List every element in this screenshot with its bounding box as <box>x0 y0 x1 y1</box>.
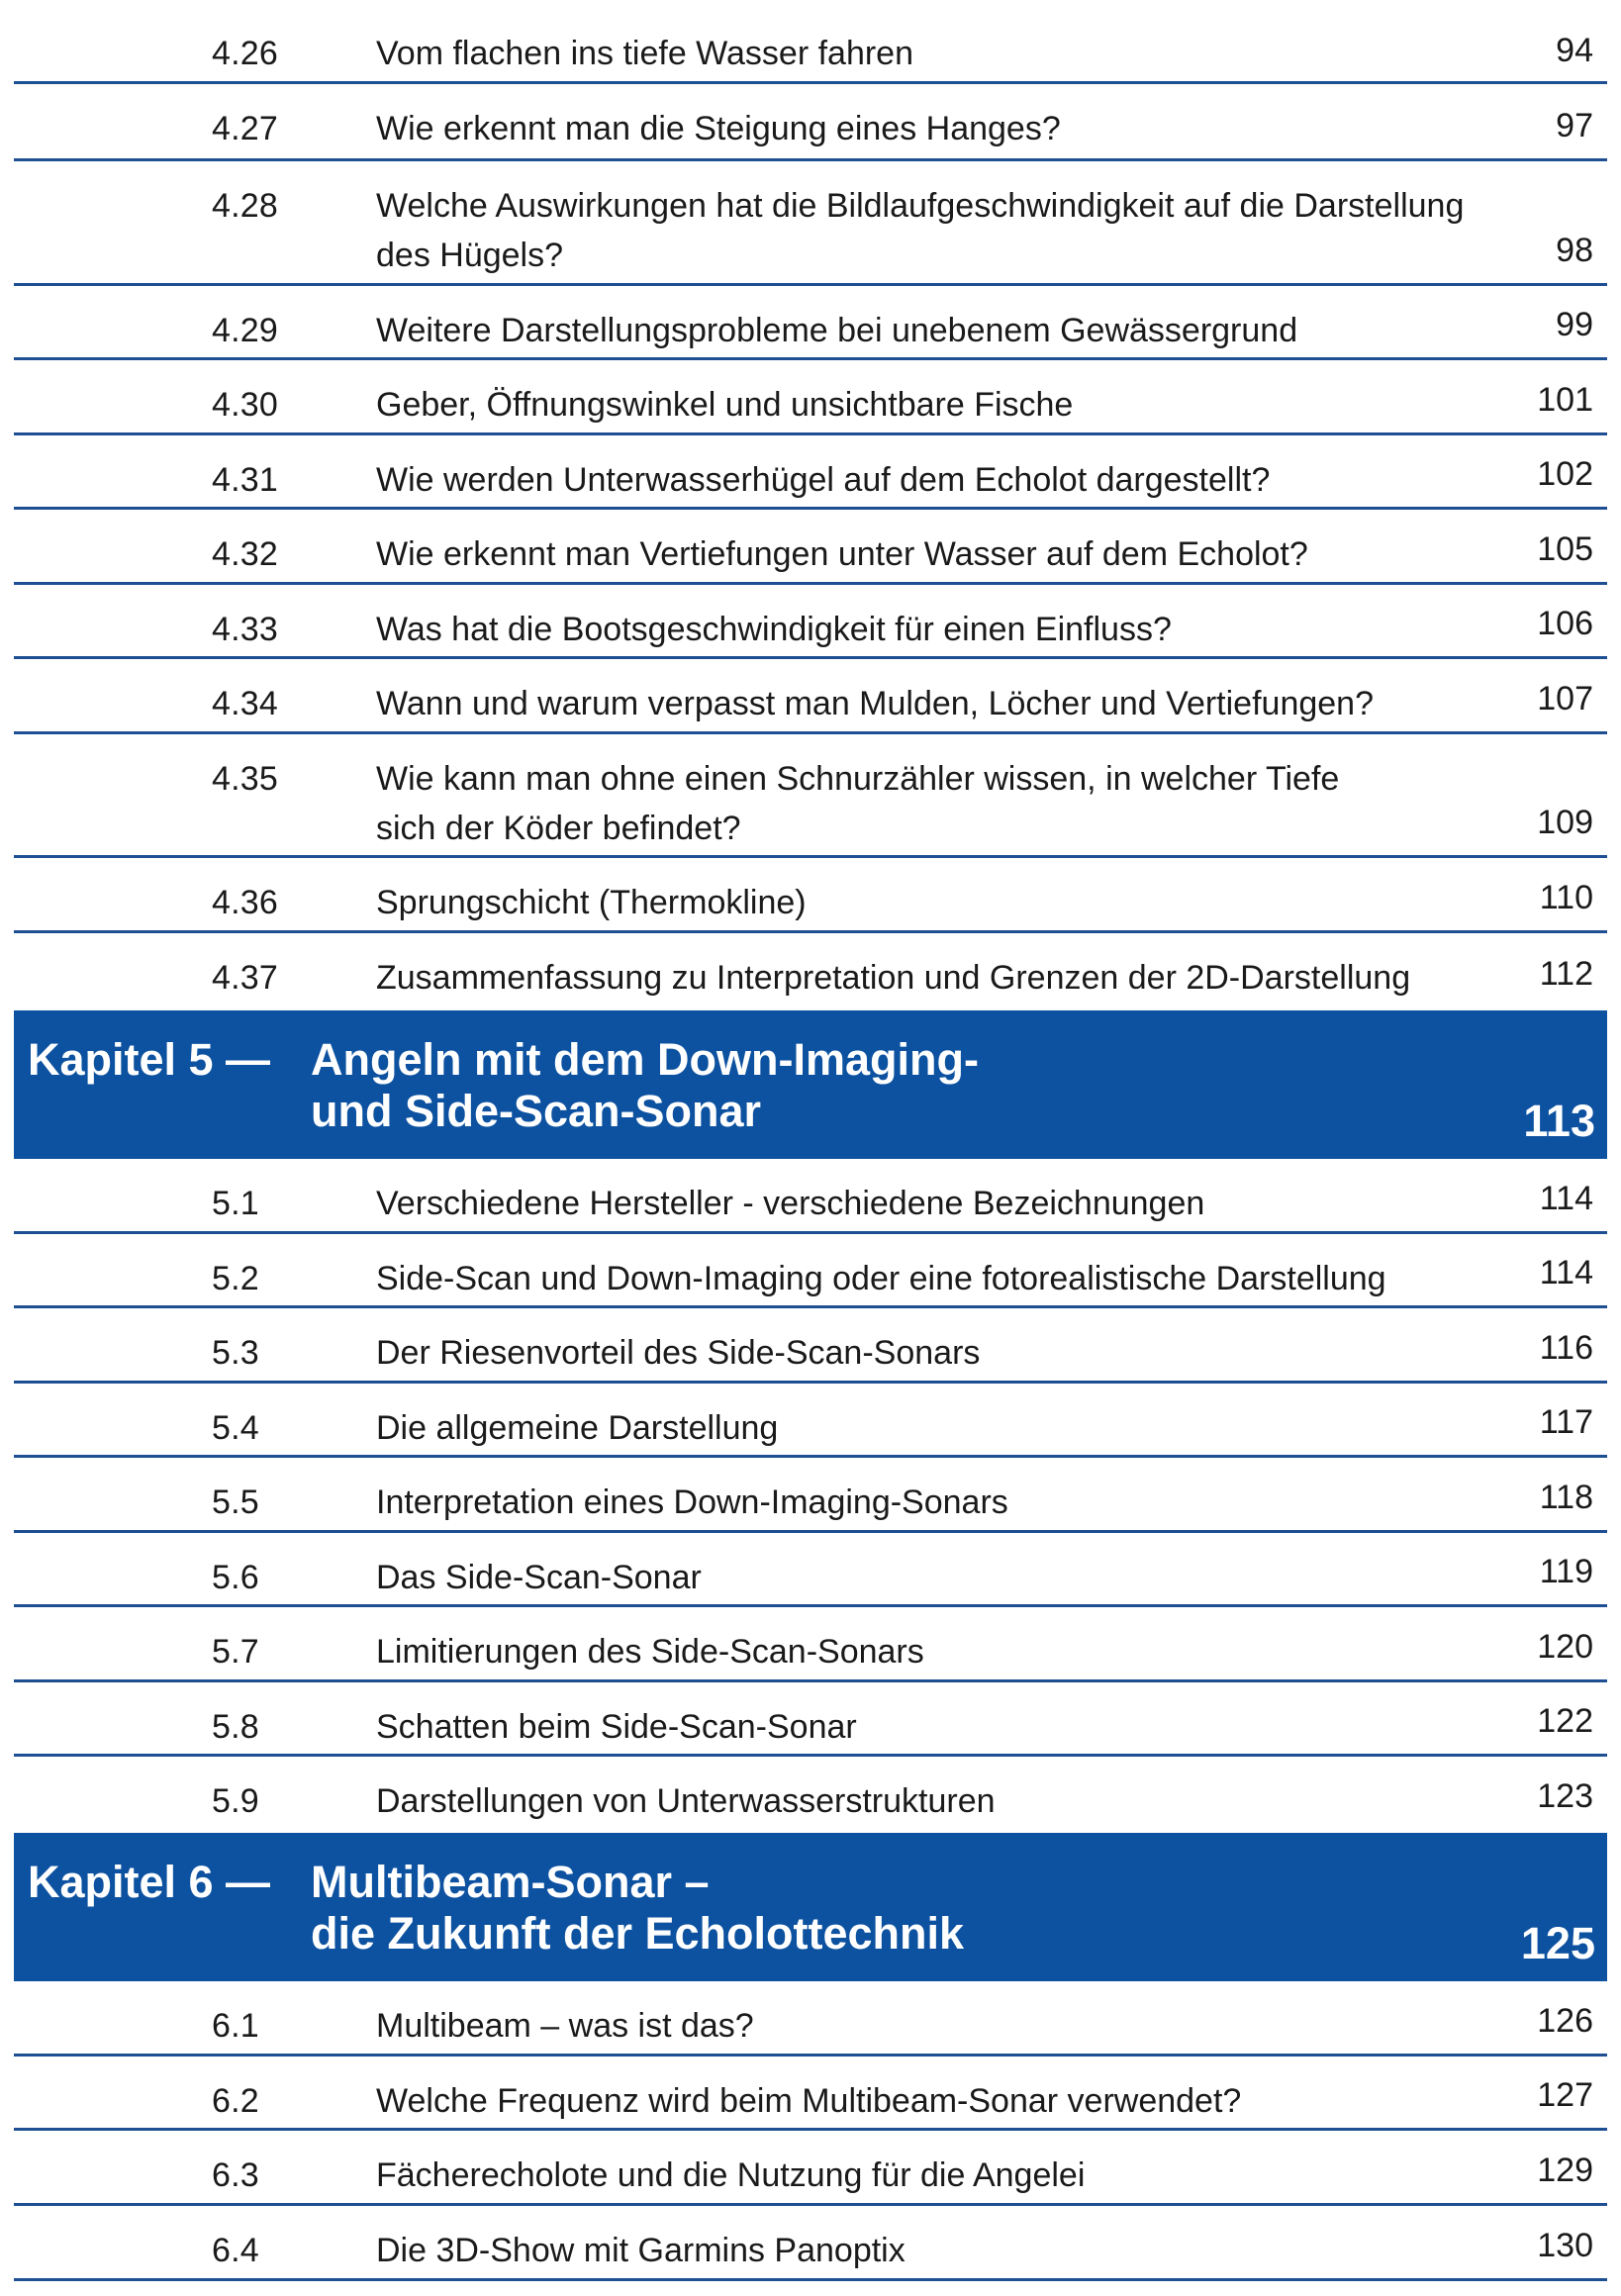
section-title: Die 3D-Show mit Garmins Panoptix <box>376 2232 906 2269</box>
section-number: 5.6 <box>212 1559 259 1596</box>
chapter-label: Kapitel 5 — <box>28 1034 271 1085</box>
section-title: Side-Scan und Down-Imaging oder eine fotorealistische Darstellung <box>376 1260 1386 1297</box>
chapter-heading[interactable] <box>14 1833 1607 1981</box>
toc-entry[interactable] <box>14 2057 1607 2131</box>
table-of-contents <box>14 17 1607 2281</box>
section-number: 5.3 <box>212 1334 259 1372</box>
page-number: 101 <box>1537 381 1593 419</box>
page-number: 116 <box>1539 1329 1593 1367</box>
toc-entry[interactable] <box>14 585 1607 659</box>
toc-entry[interactable] <box>14 17 1607 84</box>
chapter-page-number: 125 <box>1520 1918 1595 1968</box>
page-number: 114 <box>1539 1254 1593 1292</box>
section-number: 4.29 <box>212 312 278 349</box>
section-title: Verschiedene Hersteller - verschiedene Bezeichnungen <box>376 1185 1205 1222</box>
page-number: 130 <box>1537 2227 1593 2264</box>
toc-entry[interactable] <box>14 1159 1607 1234</box>
section-number: 5.2 <box>212 1260 259 1297</box>
page-number: 122 <box>1537 1702 1593 1740</box>
section-title: Limitierungen des Side-Scan-Sonars <box>376 1633 924 1671</box>
section-number: 4.31 <box>212 461 278 499</box>
section-number: 4.28 <box>212 187 278 225</box>
toc-entry[interactable] <box>14 2131 1607 2206</box>
page-number: 105 <box>1537 530 1593 568</box>
section-title: Vom flachen ins tiefe Wasser fahren <box>376 35 914 72</box>
section-title: Wann und warum verpasst man Mulden, Löcher und Vertiefungen? <box>376 685 1374 722</box>
section-number: 6.4 <box>212 2232 259 2269</box>
section-number: 4.33 <box>212 611 278 648</box>
page-number: 98 <box>1556 232 1593 269</box>
section-title: Weitere Darstellungsprobleme bei unebenem Gewässergrund <box>376 312 1298 349</box>
page-number: 126 <box>1537 2002 1593 2040</box>
page-number: 109 <box>1537 804 1593 841</box>
page-number: 119 <box>1539 1553 1593 1590</box>
section-number: 6.3 <box>212 2156 259 2194</box>
chapter-title: Angeln mit dem Down-Imaging- und Side-Scan-Sonar <box>311 1034 979 1136</box>
toc-entry[interactable] <box>14 84 1607 161</box>
section-number: 4.35 <box>212 760 278 798</box>
page-number: 112 <box>1539 955 1593 993</box>
page-number: 107 <box>1537 680 1593 718</box>
section-title: Wie erkennt man die Steigung eines Hanges? <box>376 110 1061 147</box>
page-number: 106 <box>1537 605 1593 642</box>
toc-entry[interactable] <box>14 1757 1607 1829</box>
section-title: Interpretation eines Down-Imaging-Sonars <box>376 1483 1008 1521</box>
toc-entry[interactable] <box>14 933 1607 1006</box>
toc-entry[interactable] <box>14 1384 1607 1458</box>
toc-entry[interactable] <box>14 2206 1607 2281</box>
page-number: 102 <box>1537 455 1593 493</box>
section-number: 5.8 <box>212 1708 259 1746</box>
section-title: Wie kann man ohne einen Schnurzähler wissen, in welcher Tiefe sich der Köder befindet? <box>376 760 1340 847</box>
chapter-title: Multibeam-Sonar – die Zukunft der Echolottechnik <box>311 1857 965 1959</box>
page-number: 123 <box>1537 1777 1593 1815</box>
page-number: 120 <box>1537 1628 1593 1666</box>
section-number: 5.4 <box>212 1409 259 1447</box>
page-number: 110 <box>1539 879 1593 916</box>
section-number: 5.7 <box>212 1633 259 1671</box>
section-title: Geber, Öffnungswinkel und unsichtbare Fische <box>376 386 1074 424</box>
section-title: Sprungschicht (Thermokline) <box>376 884 807 921</box>
section-title: Wie werden Unterwasserhügel auf dem Echolot dargestellt? <box>376 461 1271 499</box>
section-title: Das Side-Scan-Sonar <box>376 1559 702 1596</box>
toc-entry[interactable] <box>14 659 1607 734</box>
toc-entry[interactable] <box>14 510 1607 585</box>
section-title: Schatten beim Side-Scan-Sonar <box>376 1708 857 1746</box>
toc-entry[interactable] <box>14 1607 1607 1682</box>
toc-entry[interactable] <box>14 1533 1607 1607</box>
page-number: 117 <box>1539 1403 1593 1441</box>
section-number: 5.1 <box>212 1185 259 1222</box>
page-number: 99 <box>1556 306 1593 343</box>
page-number: 118 <box>1539 1479 1593 1516</box>
section-number: 5.5 <box>212 1483 259 1521</box>
section-title: Darstellungen von Unterwasserstrukturen <box>376 1782 996 1820</box>
toc-entry[interactable] <box>14 1981 1607 2057</box>
toc-entry[interactable] <box>14 1234 1607 1308</box>
section-title: Was hat die Bootsgeschwindigkeit für einen Einfluss? <box>376 611 1172 648</box>
section-title: Die allgemeine Darstellung <box>376 1409 779 1447</box>
chapter-page-number: 113 <box>1523 1096 1595 1146</box>
section-title: Multibeam – was ist das? <box>376 2007 754 2045</box>
section-number: 5.9 <box>212 1782 259 1820</box>
toc-entry[interactable] <box>14 435 1607 510</box>
section-number: 6.1 <box>212 2007 259 2045</box>
page-number: 114 <box>1539 1180 1593 1217</box>
toc-entry[interactable] <box>14 360 1607 435</box>
chapter-label: Kapitel 6 — <box>28 1857 271 1907</box>
section-number: 4.32 <box>212 535 278 573</box>
section-number: 4.36 <box>212 884 278 921</box>
page-number: 97 <box>1556 107 1593 144</box>
page-number: 94 <box>1556 32 1593 69</box>
section-number: 4.34 <box>212 685 278 722</box>
section-number: 6.2 <box>212 2082 259 2120</box>
section-number: 4.30 <box>212 386 278 424</box>
section-number: 4.27 <box>212 110 278 147</box>
section-title: Welche Auswirkungen hat die Bildlaufgeschwindigkeit auf die Darstellung des Hügels? <box>376 187 1465 274</box>
section-title: Fächerecholote und die Nutzung für die Angelei <box>376 2156 1086 2194</box>
page-number: 129 <box>1537 2152 1593 2189</box>
toc-entry[interactable] <box>14 286 1607 360</box>
chapter-heading[interactable] <box>14 1010 1607 1159</box>
section-title: Der Riesenvorteil des Side-Scan-Sonars <box>376 1334 981 1372</box>
section-title: Welche Frequenz wird beim Multibeam-Sonar verwendet? <box>376 2082 1242 2120</box>
toc-entry[interactable] <box>14 734 1607 858</box>
page-number: 127 <box>1537 2076 1593 2114</box>
toc-entry[interactable] <box>14 1458 1607 1533</box>
toc-entry[interactable] <box>14 1308 1607 1384</box>
toc-entry[interactable] <box>14 858 1607 933</box>
section-title: Wie erkennt man Vertiefungen unter Wasser auf dem Echolot? <box>376 535 1308 573</box>
toc-entry[interactable] <box>14 161 1607 286</box>
section-number: 4.37 <box>212 959 278 997</box>
section-title: Zusammenfassung zu Interpretation und Grenzen der 2D-Darstellung <box>376 959 1411 997</box>
toc-entry[interactable] <box>14 1682 1607 1757</box>
section-number: 4.26 <box>212 35 278 72</box>
